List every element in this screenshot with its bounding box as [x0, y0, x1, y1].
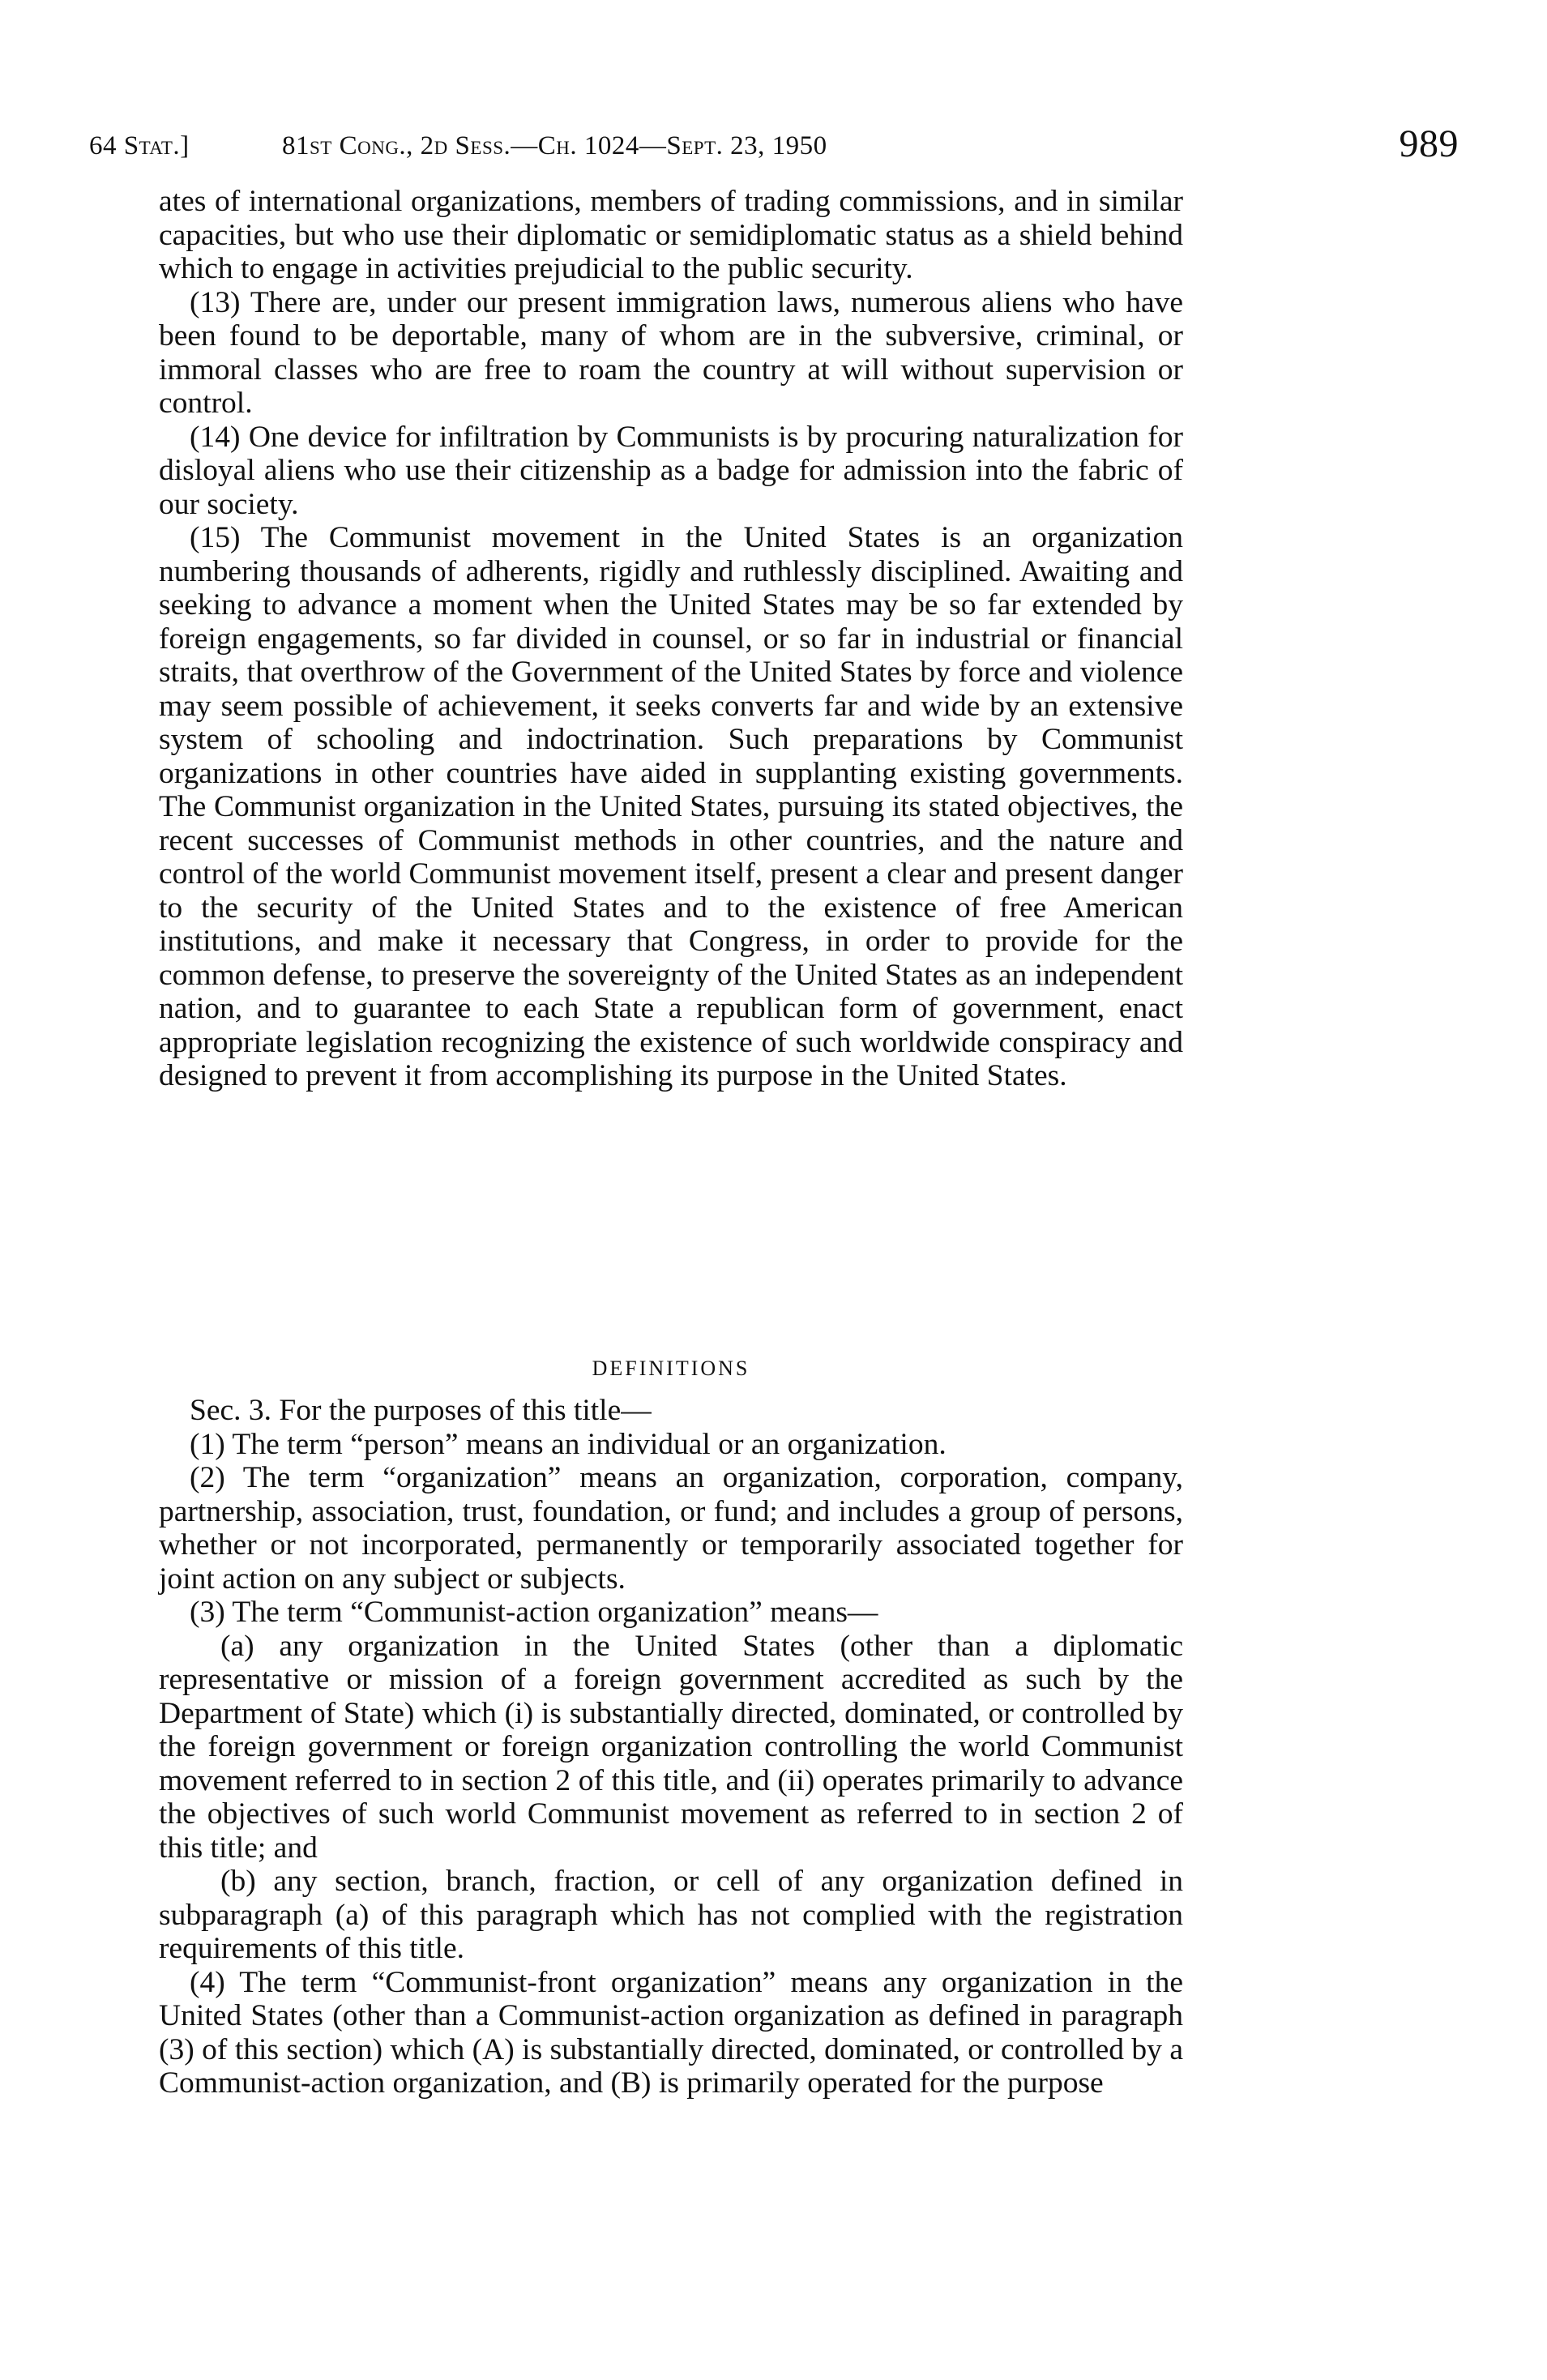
session-chapter-date: 81st Cong., 2d Sess.—Ch. 1024—Sept. 23, 1950 [282, 131, 827, 160]
sec-3-intro: Sec. 3. For the purposes of this title— [190, 1394, 652, 1427]
definition-1: (1) The term “person” means an individual or an organization. [190, 1427, 947, 1461]
finding-15: (15) The Communist movement in the United States is an organization numbering thousands of adherents, rigidly and ruthlessly disciplined. Awaiting and seeking to advance a moment when the United States may be so far extended by foreign engagements, so far divided in counsel, or so far in industrial or financial straits, that overthrow of the Government of the United States by force and violence may seem possible of achievement, it seeks converts far and wide by an extensive system of schooling and indoctrination. Such preparations by Communist organizations in other countries have aided in supplanting existing governments. The Communist organization in the United States, pursuing its stated objectives, the recent successes of Communist methods in other countries, and the nature and control of the world Communist movement itself, present a clear and present danger to the security of the United States and to the existence of free American institutions, and make it necessary that Congress, in order to provide for the common defense, to preserve the sovereignty of the United States as an independent nation, and to guarantee to each State a republican form of government, enact appropriate legislation recognizing the existence of such worldwide conspiracy and designed to prevent it from accomplishing its purpose in the United States. [159, 521, 1183, 1092]
section-heading-definitions: DEFINITIONS [592, 1357, 750, 1380]
definition-4: (4) The term “Communist-front organization” means any organization in the United States (other than a Communist-action organization as defined in paragraph (3) of this section) which (A) is substantially directed, dominated, or controlled by a Communist-action organization, and (B) is primarily operated for the purpose [159, 1965, 1183, 2100]
definition-2: (2) The term “organization” means an organization, corporation, company, partnership, association, trust, foundation, or fund; and includes a group of persons, whether or not incorporated, permanently or temporarily associated together for joint action on any subject or subjects. [159, 1461, 1183, 1596]
statute-reference: 64 Stat.] [89, 131, 190, 160]
finding-continuation: ates of international organizations, members of trading commissions, and in similar capacities, but who use their diplomatic or semidiplomatic status as a shield behind which to engage in activities prejudicial to the public security. [159, 185, 1183, 285]
definitions-text [159, 1394, 1183, 2100]
definition-3a: (a) any organization in the United States (other than a diplomatic representative or mission of a foreign government accredited as such by the Department of State) which (i) is substantially directed, dominated, or controlled by the foreign government or foreign organization controlling the world Communist movement referred to in section 2 of this title, and (ii) operates primarily to advance the objectives of such world Communist movement as referred to in section 2 of this title; and [159, 1629, 1183, 1865]
page-number: 989 [1399, 122, 1459, 165]
finding-13: (13) There are, under our present immigration laws, numerous aliens who have been found to be deportable, many of whom are in the subversive, criminal, or immoral classes who are free to roam the country at will without supervision or control. [159, 285, 1183, 420]
running-head [89, 122, 1459, 169]
findings-text [159, 185, 1183, 1093]
definition-3: (3) The term “Communist-action organization” means— [190, 1596, 878, 1629]
finding-14: (14) One device for infiltration by Communists is by procuring naturalization for disloyal aliens who use their citizenship as a badge for admission into the fabric of our society. [159, 420, 1183, 521]
definition-3b: (b) any section, branch, fraction, or cell of any organization defined in subparagraph (a) of this paragraph which has not complied with the registration requirements of this title. [159, 1865, 1183, 1965]
